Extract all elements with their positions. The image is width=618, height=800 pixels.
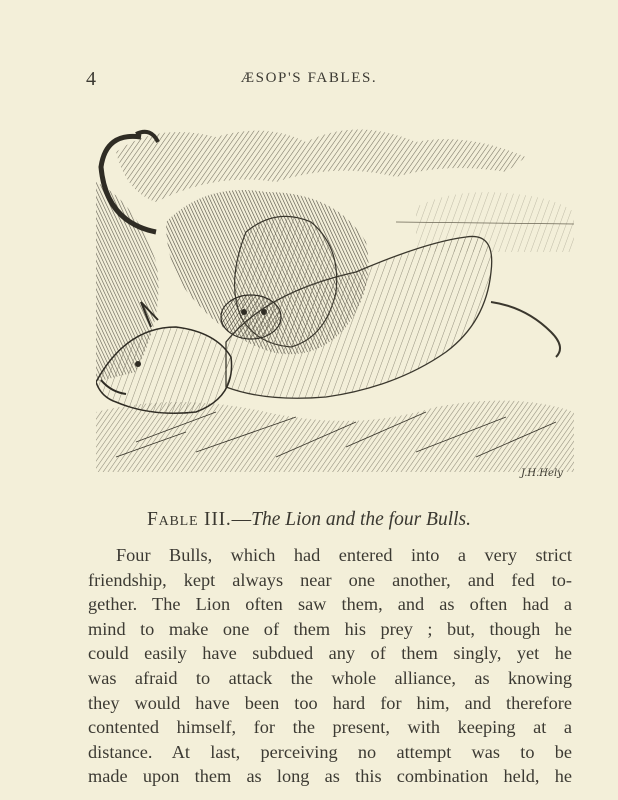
body-line-4: mind to make one of them his prey ; but, though he	[88, 618, 572, 639]
body-line-6: was afraid to attack the whole alliance, as knowing	[88, 667, 572, 688]
body-line-3: gether. The Lion often saw them, and as often had a	[88, 594, 572, 615]
fable-name: The Lion and the four Bulls.	[251, 509, 472, 530]
body-line-8: contented himself, for the present, with keeping at a	[88, 717, 572, 738]
fable-title	[0, 509, 618, 531]
fable-dash: —	[231, 509, 252, 530]
body-line-5: could easily have subdued any of them singly, yet he	[88, 643, 572, 664]
page-number: 4	[86, 68, 97, 90]
running-head: ÆSOP'S FABLES.	[240, 70, 378, 86]
fable-label: Fable III.	[146, 509, 232, 530]
body-line-9: distance. At last, perceiving no attempt was to be	[88, 741, 572, 762]
body-line-1: Four Bulls, which had entered into a very strict	[116, 545, 572, 565]
body-line-10: made upon them as long as this combination held, he	[88, 766, 572, 787]
body-line-2: friendship, kept always near one another, and fed to-	[88, 569, 572, 590]
body-line-7: they would have been too hard for him, and therefore	[88, 692, 572, 713]
fable-body-text	[88, 543, 572, 789]
illustration-signature: J.H.Hely	[521, 468, 563, 479]
lion-attacking-bull-illustration	[96, 112, 574, 487]
